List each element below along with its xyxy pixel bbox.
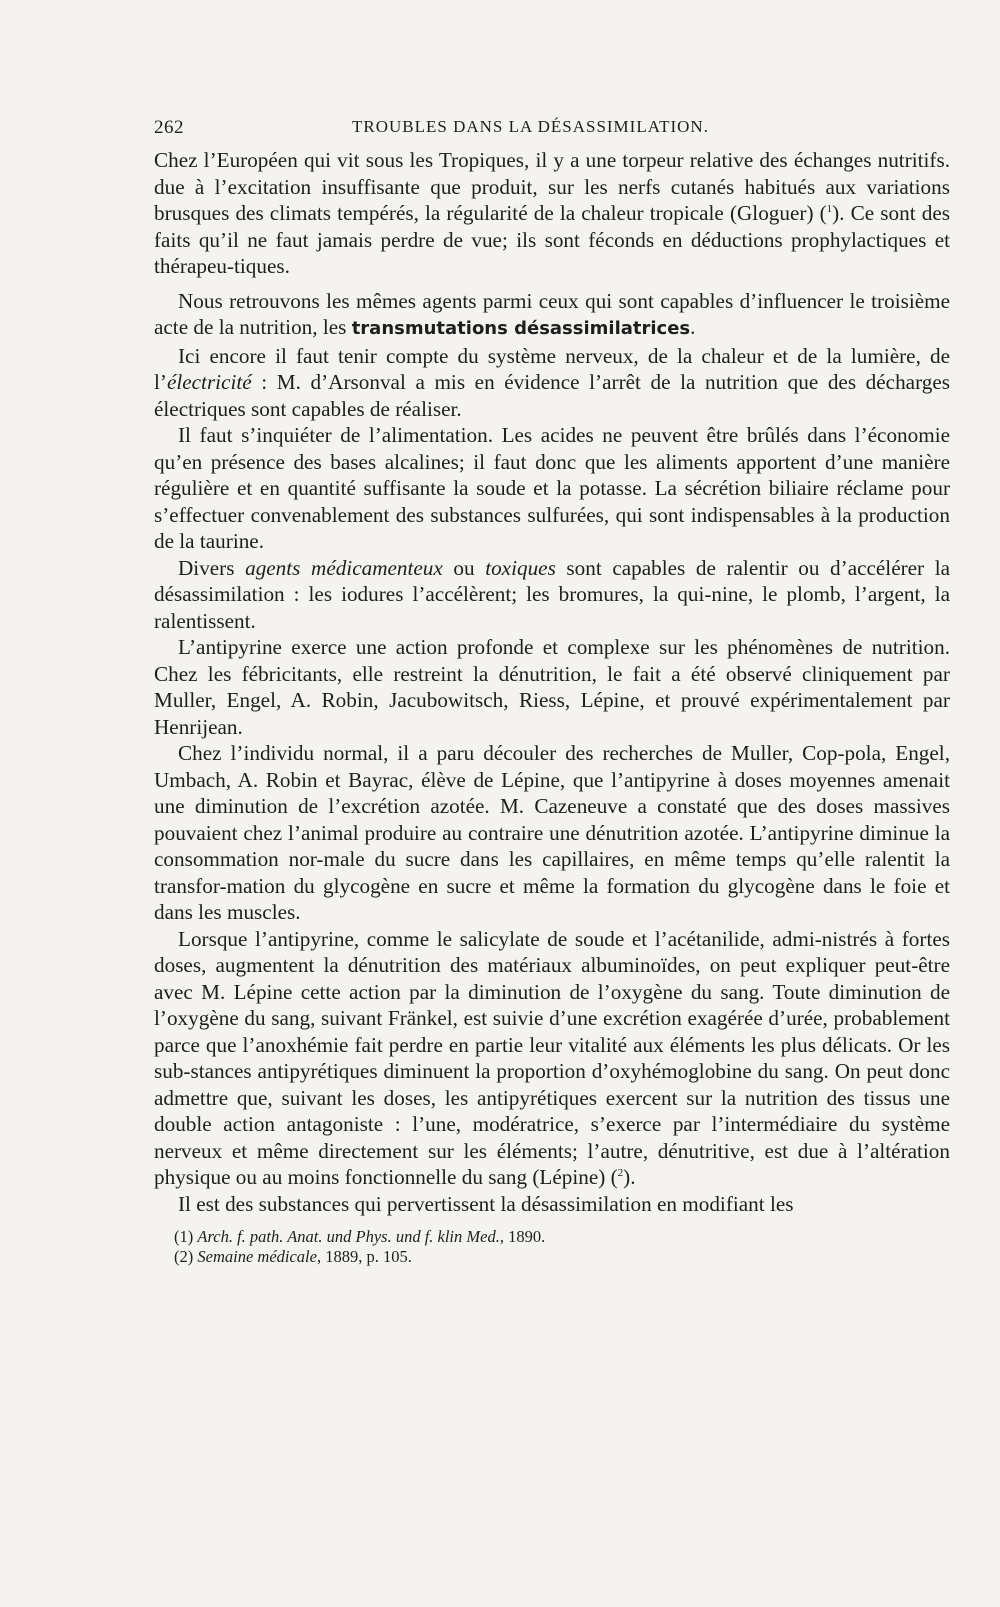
italic-term: électricité (166, 370, 252, 394)
footnotes (154, 1227, 950, 1267)
page-header (154, 113, 950, 147)
paragraph-7: Chez l’individu normal, il a paru découler des recherches de Muller, Cop-pola, Engel, Umbach, A. Robin et Bayrac, élève de Lépine, que l’antipyrine à doses moyennes amenait une diminution de l’excrétion azotée. M. Cazeneuve a constaté que des doses massives pouvaient chez l’animal produire au contraire une dénutrition azotée. L’antipyrine diminue la consommation nor-male du sucre dans les capillaires, en même temps qu’elle ralentit la transfor-mation du glycogène en sucre et même la formation du glycogène dans le foie et dans les muscles. (154, 741, 950, 924)
running-title: TROUBLES DANS LA DÉSASSIMILATION. (352, 117, 709, 136)
paragraph-5: Divers agents médicamenteux ou toxiques sont capables de ralentir ou d’accélérer la désassimilation : les iodures l’accélèrent; les bromures, la qui-nine, le plomb, l’argent, la ralentissent. (154, 555, 951, 633)
paragraph-6: L’antipyrine exerce une action profonde et complexe sur les phénomènes de nutrition. Chez les fébricitants, elle restreint la dénutrition, le fait a été observé cliniquement par Muller, Engel, A. Robin, Jacubowitsch, Riess, Lépine, et prouvé expérimentalement par Henrijean. (154, 635, 950, 739)
paragraph-2: Nous retrouvons les mêmes agents parmi ceux qui sont capables d’influencer le troisième acte de la nutrition, les transmutations désassimilatrices. (154, 288, 950, 339)
paragraph-1: Chez l’Européen qui vit sous les Tropiques, il y a une torpeur relative des échanges nutritifs. due à l’excitation insuffisante que produit, sur les nerfs cutanés habitués aux variations brusques des climats tempérés, la régularité de la chaleur tropicale (Gloguer) ($^1$). Ce sont des faits qu’il ne faut jamais perdre de vue; ils sont féconds en déductions prophylactiques et thérapeu-tiques. (154, 148, 950, 278)
book-page (154, 113, 950, 1267)
paragraph-4: Il faut s’inquiéter de l’alimentation. Les acides ne peuvent être brûlés dans l’économie qu’en présence des bases alcalines; il faut donc que les aliments apportent d’une manière régulière et en quantité suffisante la soude et la potasse. La sécrétion biliaire réclame pour s’effectuer convenablement des substances sulfurées, qui sont indispensables à la production de la taurine. (154, 423, 950, 553)
footnote-1: (1) Arch. f. path. Anat. und Phys. und f. klin Med., 1890. (174, 1227, 546, 1246)
footnote-ref-1: 1 (826, 202, 833, 215)
paragraph-8: Lorsque l’antipyrine, comme le salicylate de soude et l’acétanilide, admi-nistrés à fortes doses, augmentent la dénutrition des matériaux albuminoïdes, on peut expliquer peut-être avec M. Lépine cette action par la diminution de l’oxygène du sang. Toute diminution de l’oxygène du sang, suivant Fränkel, est suivie d’une excrétion exagérée d’urée, probablement parce que l’anoxhémie fait perdre en partie leur vitalité aux éléments les plus délicats. Or les sub-stances antipyrétiques diminuent la proportion d’oxyhémoglobine du sang. On peut donc admettre que, suivant les doses, les antipyrétiques exercent sur la nutrition des tissus une double action antagoniste : l’une, modératrice, s’exerce par l’intermédiaire du système nerveux et même directement sur les éléments; l’autre, dénutritive, est due à l’altération physique ou au moins fonctionnelle du sang (Lépine) ($^2$). (154, 926, 950, 1189)
page-number: 262 (154, 117, 184, 138)
bold-term: transmutations désassimilatrices (351, 318, 691, 339)
footnote-2: (2) Semaine médicale, 1889, p. 105. (174, 1247, 412, 1266)
footnote-ref-2: 2 (617, 1166, 624, 1179)
paragraph-9: Il est des substances qui pervertissent la désassimilation en modifiant les (178, 1191, 794, 1216)
paragraph-3: Ici encore il faut tenir compte du système nerveux, de la chaleur et de la lumière, de l’électricité : M. d’Arsonval a mis en évidence l’arrêt de la nutrition que des décharges électriques sont capables de réaliser. (154, 343, 950, 421)
body-text (154, 147, 950, 1217)
italic-term: agents médicamenteux (245, 555, 443, 580)
italic-term: toxiques (485, 555, 556, 580)
